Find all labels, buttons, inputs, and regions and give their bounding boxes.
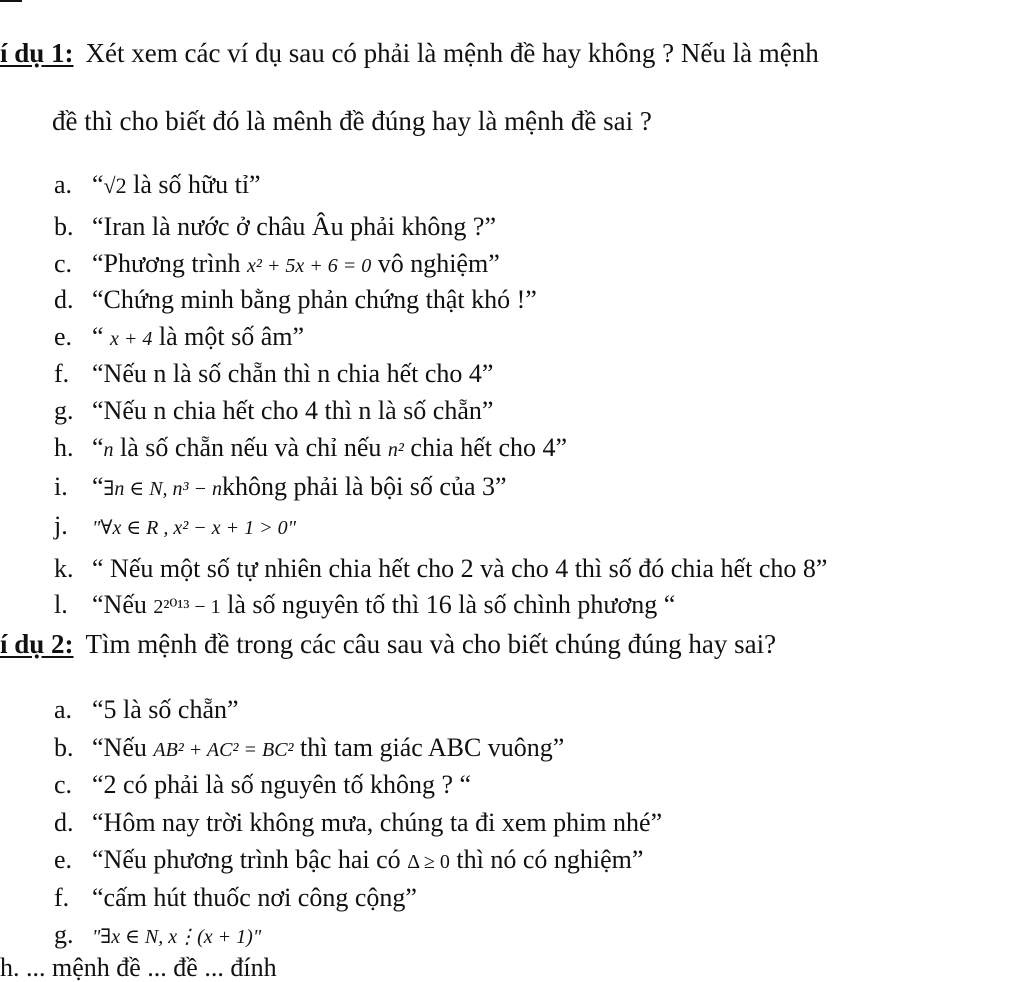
cut-off-line: h. ... mệnh đề ... đề ... đính <box>0 953 277 982</box>
example-1-text-line2: đề thì cho biết đó là mênh đề đúng hay là mệnh đề sai ? <box>52 106 652 136</box>
example-1-label: í dụ 1: <box>0 38 74 68</box>
example-1-item-j: j. "∀x ∈ R , x² − x + 1 > 0" <box>54 511 297 540</box>
exists-formula: ∃n ∈ N, n³ − n <box>103 478 223 500</box>
expression-x-plus-4: x + 4 <box>110 328 153 350</box>
example-1-heading <box>0 38 819 69</box>
example-2-label: í dụ 2: <box>0 629 74 659</box>
top-edge-mark <box>0 0 22 2</box>
example-1-item-e: e. “ x + 4 là một số âm” <box>54 322 305 351</box>
example-1-item-i: i. “∃n ∈ N, n³ − nkhông phải là bội số của 3” <box>54 472 507 501</box>
example-2-item-d: d. “Hôm nay trời không mưa, chúng ta đi xem phim nhé” <box>54 808 663 837</box>
example-1-item-d: d. “Chứng minh bằng phản chứng thật khó !” <box>54 285 537 314</box>
example-2-item-e: e. “Nếu phương trình bậc hai có Δ ≥ 0 thì nó có nghiệm” <box>54 845 644 874</box>
example-2-item-f: f. “cấm hút thuốc nơi công cộng” <box>54 883 417 912</box>
forall-formula: "∀x ∈ R , x² − x + 1 > 0" <box>92 517 297 539</box>
divisibility-formula: "∃x ∈ N, x⋮(x + 1)" <box>92 926 262 948</box>
example-2-item-a: a. “5 là số chẵn” <box>54 695 239 724</box>
discriminant-formula: Δ ≥ 0 <box>407 851 450 873</box>
example-1-item-c: c. “Phương trình x² + 5x + 6 = 0 vô nghiệm” <box>54 249 500 278</box>
example-2-item-b: b. “Nếu AB² + AC² = BC² thì tam giác ABC vuông” <box>54 733 565 762</box>
sqrt-formula: √2 <box>103 173 127 198</box>
power-formula: 2²⁰¹³ − 1 <box>153 596 221 618</box>
example-2-heading <box>0 629 776 660</box>
example-1-text-line1: Xét xem các ví dụ sau có phải là mệnh đề hay không ? Nếu là mệnh <box>85 38 819 68</box>
example-1-item-l: l. “Nếu 2²⁰¹³ − 1 là số nguyên tố thì 16 là số chình phương “ <box>54 590 676 619</box>
quadratic-equation: x² + 5x + 6 = 0 <box>246 255 372 277</box>
example-1-item-k: k. “ Nếu một số tự nhiên chia hết cho 2 và cho 4 thì số đó chia hết cho 8” <box>54 554 828 583</box>
example-1-item-h: h. “n là số chẵn nếu và chỉ nếu n² chia hết cho 4” <box>54 433 568 462</box>
example-1-item-b: b. “Iran là nước ở châu Âu phải không ?” <box>54 212 496 241</box>
example-1-item-g: g. “Nếu n chia hết cho 4 thì n là số chẵn” <box>54 396 494 425</box>
example-2-item-c: c. “2 có phải là số nguyên tố không ? “ <box>54 770 472 799</box>
example-1-item-f: f. “Nếu n là số chẵn thì n chia hết cho 4” <box>54 359 494 388</box>
example-2-text-line1: Tìm mệnh đề trong các câu sau và cho biết chúng đúng hay sai? <box>85 629 777 659</box>
example-1-item-a: a. “√2 là số hữu tỉ” <box>54 170 261 199</box>
pythagoras-formula: AB² + AC² = BC² <box>153 739 294 761</box>
example-2-item-g: g. "∃x ∈ N, x⋮(x + 1)" <box>54 920 262 949</box>
